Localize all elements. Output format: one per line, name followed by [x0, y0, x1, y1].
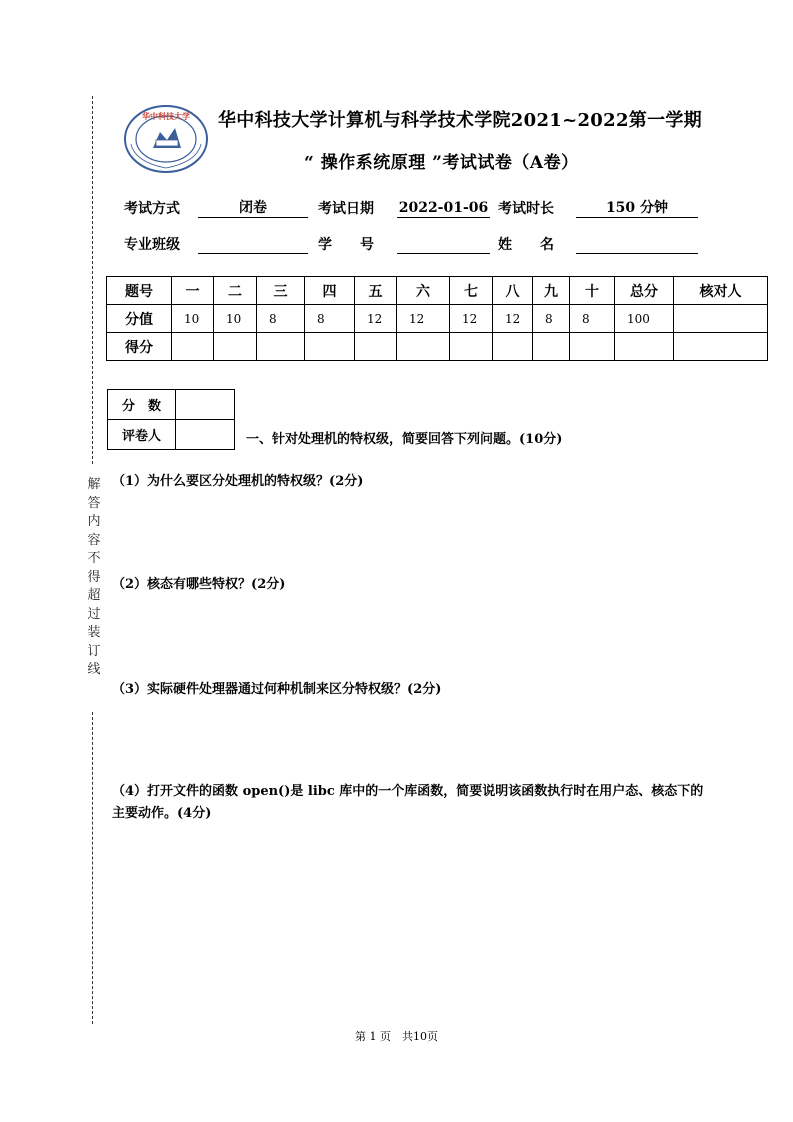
header-cell: 一: [172, 277, 214, 305]
exam-duration-field: 150 分钟: [576, 199, 698, 218]
grader-label: 评卷人: [108, 420, 176, 450]
points-cell: 12: [355, 305, 397, 333]
score-cell[interactable]: [355, 333, 397, 361]
student-id-field[interactable]: [397, 235, 490, 254]
score-total-cell[interactable]: [615, 333, 674, 361]
major-class-field[interactable]: [198, 235, 308, 254]
header-cell: 七: [450, 277, 493, 305]
points-cell: 10: [172, 305, 214, 333]
points-cell: 12: [493, 305, 533, 333]
logo-text: 华中科技大学: [142, 112, 190, 121]
header-cell: 题号: [107, 277, 172, 305]
header-cell: 四: [305, 277, 355, 305]
score-cell[interactable]: [493, 333, 533, 361]
points-cell: 10: [214, 305, 257, 333]
name-field[interactable]: [576, 235, 698, 254]
question-4: （4）打开文件的函数 open()是 libc 库中的一个库函数，简要说明该函数执行时在用户态、核态下的主要动作。(4分): [112, 784, 704, 821]
header-cell: 十: [570, 277, 615, 305]
score-cell[interactable]: [570, 333, 615, 361]
header-cell: 二: [214, 277, 257, 305]
student-id-label: 学 号: [318, 237, 374, 253]
question-1: （1）为什么要区分处理机的特权级？(2分): [112, 474, 364, 489]
grader-cell[interactable]: [176, 420, 235, 450]
exam-method-field: 闭卷: [198, 199, 308, 218]
points-total-cell: 100: [615, 305, 674, 333]
exam-date-field: 2022-01-06: [398, 200, 489, 216]
points-cell: 12: [450, 305, 493, 333]
header-cell: 九: [533, 277, 570, 305]
score-cell[interactable]: [397, 333, 450, 361]
score-table: [106, 276, 768, 361]
points-cell: 8: [305, 305, 355, 333]
points-cell: 8: [533, 305, 570, 333]
score-label: 得分: [107, 333, 172, 361]
header-cell: 五: [355, 277, 397, 305]
points-row: [107, 305, 768, 333]
score-cell[interactable]: [172, 333, 214, 361]
score-cell[interactable]: [214, 333, 257, 361]
binding-notice: 解答内容不得超过装订线: [87, 477, 101, 677]
header-cell: 总分: [615, 277, 674, 305]
exam-date-label: 考试日期: [318, 201, 374, 217]
binding-line-bottom: [92, 712, 93, 1024]
score-cell[interactable]: [305, 333, 355, 361]
exam-subtitle: “ 操作系统原理 ”考试试卷（A卷）: [304, 153, 579, 173]
points-cell: 8: [257, 305, 305, 333]
table-header-row: [107, 277, 768, 305]
question-2: （2）核态有哪些特权？(2分): [112, 577, 286, 592]
section-title: 一、针对处理机的特权级，简要回答下列问题。(10分): [246, 432, 563, 447]
checker-cell: [674, 305, 768, 333]
header-cell: 八: [493, 277, 533, 305]
header-cell: 三: [257, 277, 305, 305]
section-score-label: 分 数: [108, 390, 176, 420]
score-row: [107, 333, 768, 361]
grader-box: [107, 389, 235, 450]
binding-line-top: [92, 96, 93, 464]
score-cell[interactable]: [533, 333, 570, 361]
university-logo: [123, 104, 209, 174]
points-cell: 12: [397, 305, 450, 333]
points-label: 分值: [107, 305, 172, 333]
header-cell: 核对人: [674, 277, 768, 305]
exam-method-label: 考试方式: [124, 201, 180, 217]
exam-title: 华中科技大学计算机与科学技术学院2021~2022第一学期: [218, 110, 702, 131]
question-3: （3）实际硬件处理器通过何种机制来区分特权级？(2分): [112, 682, 442, 697]
score-cell[interactable]: [450, 333, 493, 361]
points-cell: 8: [570, 305, 615, 333]
page-footer: 第 1 页 共10页: [355, 1030, 438, 1043]
section-score-cell[interactable]: [176, 390, 235, 420]
score-cell[interactable]: [257, 333, 305, 361]
header-cell: 六: [397, 277, 450, 305]
major-class-label: 专业班级: [124, 237, 180, 253]
exam-duration-label: 考试时长: [498, 201, 554, 217]
checker-sign-cell[interactable]: [674, 333, 768, 361]
name-label: 姓 名: [498, 237, 554, 253]
